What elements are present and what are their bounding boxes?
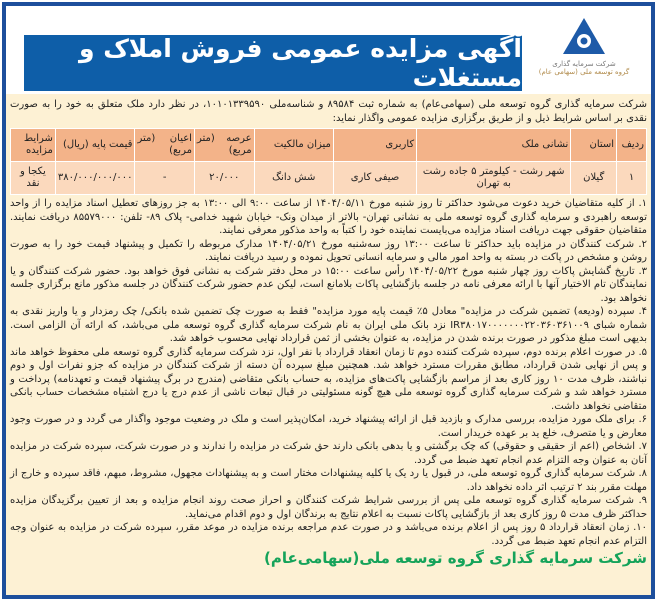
table-cell: ۳۸۰/۰۰۰/۰۰۰/۰۰۰ xyxy=(55,162,135,195)
col-header: نشانی ملک xyxy=(417,129,571,162)
clause-10: ۱۰. زمان انعقاد قرارداد ۵ روز پس از اعلام برنده می‌باشد و در صورت عدم مراجعه برنده مزایده در موعد مقرر، سپرده شرکت در مزایده به عنوان وجه التزام عدم انجام تعهد ضبط می گردد. xyxy=(10,522,647,547)
table-cell: ۱ xyxy=(617,162,647,195)
table-cell: شهر رشت - کیلومتر ۵ جاده رشت به تهران xyxy=(417,162,571,195)
ad-frame xyxy=(2,2,655,599)
clause-5: ۵. در صورت اعلام برنده دوم، سپرده شرکت کننده دوم تا زمان انعقاد قرارداد با نفر اول، نزد شرکت سرمایه گذاری گروه توسعه ملی محفوظ خواهد ماند و پس از نهایی شدن قرارداد، مطابق مقررات مسترد خواهد شد. همچنین مبلغ سپرده آن دسته از شرکت کنندگان در مزایده که جزو نفرات اول و دوم نباشند، ظرف مدت ۱۰ روز کاری بعد از مراسم بازگشایی پاکت‌های مزایده، به حساب بانکی متقاضی (مندرج در برگ پیشنهاد قیمت و تعهدنامه) پرداخت و مسترد خواهد شد و شرکت سرمایه گذاری گروه توسعه ملی هیچ گونه مسئولیتی در قبال تبعات ناشی از عدم درج یا درج اشتباه مشخصات حساب بانکی متقاضی نخواهد داشت. xyxy=(10,346,647,412)
ad-title: آگهی مزایده عمومی فروش املاک و مستغلات xyxy=(24,35,522,91)
company-logo xyxy=(534,16,634,91)
ad-body xyxy=(10,98,647,566)
col-header: قیمت پایه (ریال) xyxy=(55,129,135,162)
clause-9: ۹. شرکت سرمایه گذاری گروه توسعه ملی پس از بررسی شرایط شرکت کنندگان و احراز صحت روند انجام مزایده و بعد از تعیین برگزیدگان مزایده حداکثر ظرف مدت ۵ روز کاری بعد از بازگشایی پاکات نسبت به اعلام نتایج به برندگان اول و دوم اقدام می‌نماید. xyxy=(10,495,647,520)
col-header: استان xyxy=(571,129,617,162)
logo-text-line2: گروه توسعه ملی (سهامی عام) xyxy=(538,68,630,76)
property-table xyxy=(10,128,647,195)
ad-header xyxy=(6,6,651,94)
col-header: شرایط مزایده xyxy=(11,129,56,162)
col-header: عرصه (متر مربع) xyxy=(194,129,254,162)
intro-text: شرکت سرمایه گذاری گروه توسعه ملی (سهامی‌عام) به شماره ثبت ۸۹۵۸۴ و شناسه‌ملی ۱۰۱۰۱۳۳۹۵۹۰، در نظر دارد ملک متعلق به خود را به صورت نقدی بر اساس شرایط ذیل و از طریق برگزاری مزایده عمومی واگذار نماید: xyxy=(10,99,647,124)
col-header: کاربری xyxy=(333,129,416,162)
clause-7: ۷. اشخاص (اعم از حقیقی و حقوقی) که چک برگشتی و یا بدهی بانکی دارند حق شرکت در مزایده را ندارند و در صورت شرکت، سپرده شرکت در مزایده آنان به عنوان وجه التزام عدم انجام تعهد ضبط می گردد. xyxy=(10,441,647,466)
logo-text-line1: شرکت سرمایه گذاری xyxy=(552,60,616,68)
col-header: ردیف xyxy=(617,129,647,162)
table-cell: گیلان xyxy=(571,162,617,195)
clause-1: ۱. از کلیه متقاضیان خرید دعوت می‌شود حداکثر تا روز شنبه مورخ ۱۴۰۴/۰۵/۱۱ از ساعت ۹:۰۰ الی ۱۳:۰۰ به جز روزهای تعطیل اسناد مزایده را از واحد توسعه راهبردی و سرمایه گذاری گروه توسعه ملی به نشانی تهران- بالاتر از میدان ونک- خیابان شهید خدامی- پلاک ۸۹- تلفن: ۸۵۵۷۹۰۰۰ دریافت نمایند. متقاضیان حقوقی جهت دریافت اسناد مزایده می‌بایست نماینده خود را کتباً به واحد مذکور معرفی نمایند. xyxy=(10,198,647,236)
table-cell: صیفی کاری xyxy=(333,162,416,195)
table-cell: یکجا و نقد xyxy=(11,162,56,195)
table-row xyxy=(11,162,647,195)
logo-triangle-icon xyxy=(561,16,607,56)
table-cell: شش دانگ xyxy=(254,162,333,195)
clause-8: ۸. شرکت سرمایه گذاری گروه توسعه ملی، در قبول یا رد یک یا کلیه پیشنهادات مختار است و به پیشنهادات مجهول، مشروط، مبهم، فاقد سپرده و خارج از مهلت مقرر بند ۲ ترتیب اثر داده نخواهد داد. xyxy=(10,468,647,493)
table-cell: ۲۰/۰۰۰ xyxy=(194,162,254,195)
col-header: اعیان (متر مربع) xyxy=(135,129,195,162)
company-signature: شرکت سرمایه گذاری گروه توسعه ملی(سهامی‌عام) xyxy=(264,549,647,567)
table-header-row xyxy=(11,129,647,162)
table-cell: - xyxy=(135,162,195,195)
col-header: میزان مالکیت xyxy=(254,129,333,162)
clause-6: ۶. برای ملک مورد مزایده، بررسی مدارک و بازدید قبل از ارائه پیشنهاد خرید، امکان‌پذیر است و ملک در وضعیت موجود واگذار می گردد و در صورت وجود معارض و یا متصرف، خلع ید بر عهده خریدار است. xyxy=(10,414,647,439)
clause-2: ۲. شرکت کنندگان در مزایده باید حداکثر تا ساعت ۱۳:۰۰ روز سه‌شنبه مورخ ۱۴۰۴/۰۵/۲۱ مدارک مربوطه را تکمیل و پیشنهاد قیمت خود را به صورت روشن و مشخص در پاکت در بسته به واحد امور مالی و سرمایه انسانی تحویل نموده و رسید دریافت نمایند. xyxy=(10,238,647,263)
clause-4: ۴. سپرده (ودیعه) تضمین شرکت در مزایده" معادل ۵٪ قیمت پایه مورد مزایده" فقط به صورت چک تضمین شده بانکی/ چک رمزدار و یا واریز نقدی به شماره شبای IR۳۸۰۱۷۰۰۰۰۰۰۰۲۲۰۳۶۰۳۶۱۰۰۹ نزد بانک ملی ایران به نام شرکت سرمایه گذاری گروه توسعه ملی می‌باشد، که ارائه آن الزامی است. بدیهی است مبلغ مذکور در صورت برنده شدن در مزایده، به عنوان بخشی از ثمن قرارداد نهایی محسوب خواهد شد. xyxy=(10,306,648,344)
clause-3: ۳. تاریخ گشایش پاکات روز چهار شنبه مورخ ۱۴۰۴/۰۵/۲۲ رأس ساعت ۱۵:۰۰ در محل دفتر شرکت به نشانی فوق خواهد بود. حضور شرکت کنندگان و یا نمایندگان تام الاختیار آنها با ارائه معرفی نامه در جلسه بازگشایی پاکات بلامانع است، لیکن عدم حضور شرکت کنندگان در جلسه مذکور مانع برگزاری جلسه نخواهد بود. xyxy=(10,265,648,304)
